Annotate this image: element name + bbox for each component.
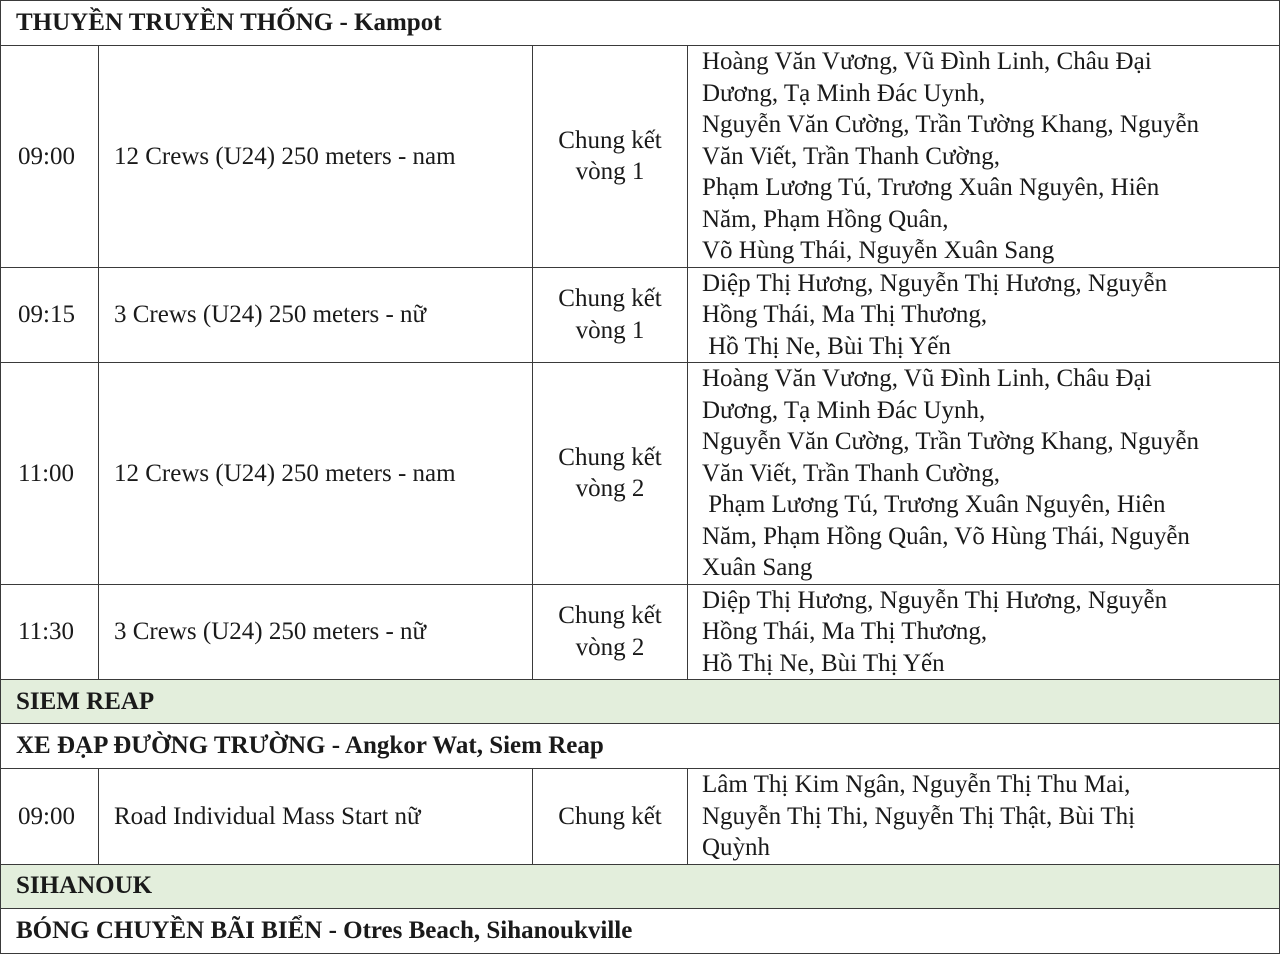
event-cell: 3 Crews (U24) 250 meters - nữ: [99, 584, 533, 680]
round-line: Chung kết: [558, 285, 662, 313]
venue-location: Kampot: [354, 9, 442, 37]
venue-location: Otres Beach, Sihanoukville: [343, 916, 633, 944]
table-row: [1, 769, 1280, 865]
athlete-line: Hồ Thị Ne, Bùi Thị Yến: [702, 649, 945, 677]
region-row-siem-reap: [1, 680, 1280, 724]
round-line: vòng 2: [575, 475, 645, 503]
venue-header-volleyball: [1, 908, 1280, 953]
athlete-line: Văn Viết, Trần Thanh Cường,: [702, 142, 1000, 170]
table-row: [1, 584, 1280, 680]
athlete-line: Hồng Thái, Ma Thị Thương,: [702, 618, 988, 645]
athlete-line: Nguyễn Văn Cường, Trần Tường Khang, Nguyễn: [702, 428, 1200, 455]
athlete-line: Võ Hùng Thái, Nguyễn Xuân Sang: [702, 237, 1055, 264]
athletes-cell: [688, 267, 1280, 363]
round-line: vòng 2: [575, 633, 645, 661]
table-row: [1, 363, 1280, 585]
event-cell: 12 Crews (U24) 250 meters - nam: [99, 46, 533, 268]
table-row: [1, 267, 1280, 363]
athlete-line: Năm, Phạm Hồng Quân,: [702, 205, 949, 233]
round-line: vòng 1: [575, 158, 645, 186]
venue-header-boat: [1, 1, 1280, 46]
region-header: SIEM REAP: [1, 680, 1280, 724]
event-cell: 3 Crews (U24) 250 meters - nữ: [99, 267, 533, 363]
athlete-line: Nguyễn Văn Cường, Trần Tường Khang, Nguyễn: [702, 111, 1200, 138]
athlete-line: Hồng Thái, Ma Thị Thương,: [702, 301, 988, 328]
round-line: vòng 1: [575, 316, 645, 344]
athlete-line: Hoàng Văn Vương, Vũ Đình Linh, Châu Đại: [702, 365, 1152, 392]
round-cell: [533, 267, 688, 363]
separator: -: [322, 916, 344, 944]
athlete-line: Diệp Thị Hương, Nguyễn Thị Hương, Nguyễn: [702, 269, 1168, 297]
separator: -: [333, 9, 355, 37]
time-cell: 09:15: [1, 267, 99, 363]
venue-row-boat: [1, 1, 1280, 46]
sport-name: THUYỀN TRUYỀN THỐNG: [16, 9, 334, 37]
athlete-line: Năm, Phạm Hồng Quân, Võ Hùng Thái, Nguyễn: [702, 522, 1190, 550]
sport-name: XE ĐẠP ĐƯỜNG TRƯỜNG: [16, 732, 326, 760]
sport-name: BÓNG CHUYỀN BÃI BIỂN: [16, 916, 323, 944]
athletes-cell: [688, 46, 1280, 268]
time-cell: 11:00: [1, 363, 99, 585]
region-row-sihanouk: [1, 864, 1280, 908]
athletes-cell: [688, 584, 1280, 680]
table-row: [1, 46, 1280, 268]
athlete-line: Phạm Lương Tú, Trương Xuân Nguyên, Hiên: [702, 491, 1166, 518]
round-cell: [533, 584, 688, 680]
event-cell: 12 Crews (U24) 250 meters - nam: [99, 363, 533, 585]
venue-header-cycling: [1, 724, 1280, 769]
athlete-line: Hồ Thị Ne, Bùi Thị Yến: [702, 332, 951, 360]
region-header: SIHANOUK: [1, 864, 1280, 908]
round-cell: [533, 46, 688, 268]
separator: -: [325, 732, 345, 760]
event-cell: Road Individual Mass Start nữ: [99, 769, 533, 865]
time-cell: 09:00: [1, 46, 99, 268]
athletes-cell: [688, 363, 1280, 585]
athlete-line: Xuân Sang: [702, 554, 813, 581]
athlete-line: Dương, Tạ Minh Đác Uynh,: [702, 79, 986, 107]
round-line: Chung kết: [558, 126, 662, 154]
time-cell: 09:00: [1, 769, 99, 865]
round-line: Chung kết: [558, 802, 662, 830]
athlete-line: Hoàng Văn Vương, Vũ Đình Linh, Châu Đại: [702, 48, 1152, 75]
athlete-line: Văn Viết, Trần Thanh Cường,: [702, 459, 1000, 487]
round-cell: [533, 769, 688, 865]
athlete-line: Nguyễn Thị Thi, Nguyễn Thị Thật, Bùi Thị: [702, 802, 1136, 830]
athlete-line: Lâm Thị Kim Ngân, Nguyễn Thị Thu Mai,: [702, 771, 1131, 798]
athlete-line: Diệp Thị Hương, Nguyễn Thị Hương, Nguyễn: [702, 586, 1168, 614]
time-cell: 11:30: [1, 584, 99, 680]
venue-location: Angkor Wat, Siem Reap: [344, 732, 604, 760]
athlete-line: Dương, Tạ Minh Đác Uynh,: [702, 396, 986, 424]
round-line: Chung kết: [558, 602, 662, 630]
athletes-cell: [688, 769, 1280, 865]
venue-row-volleyball: [1, 908, 1280, 953]
athlete-line: Quỳnh: [702, 834, 771, 861]
venue-row-cycling: [1, 724, 1280, 769]
round-cell: [533, 363, 688, 585]
round-line: Chung kết: [558, 443, 662, 471]
athlete-line: Phạm Lương Tú, Trương Xuân Nguyên, Hiên: [702, 174, 1160, 201]
